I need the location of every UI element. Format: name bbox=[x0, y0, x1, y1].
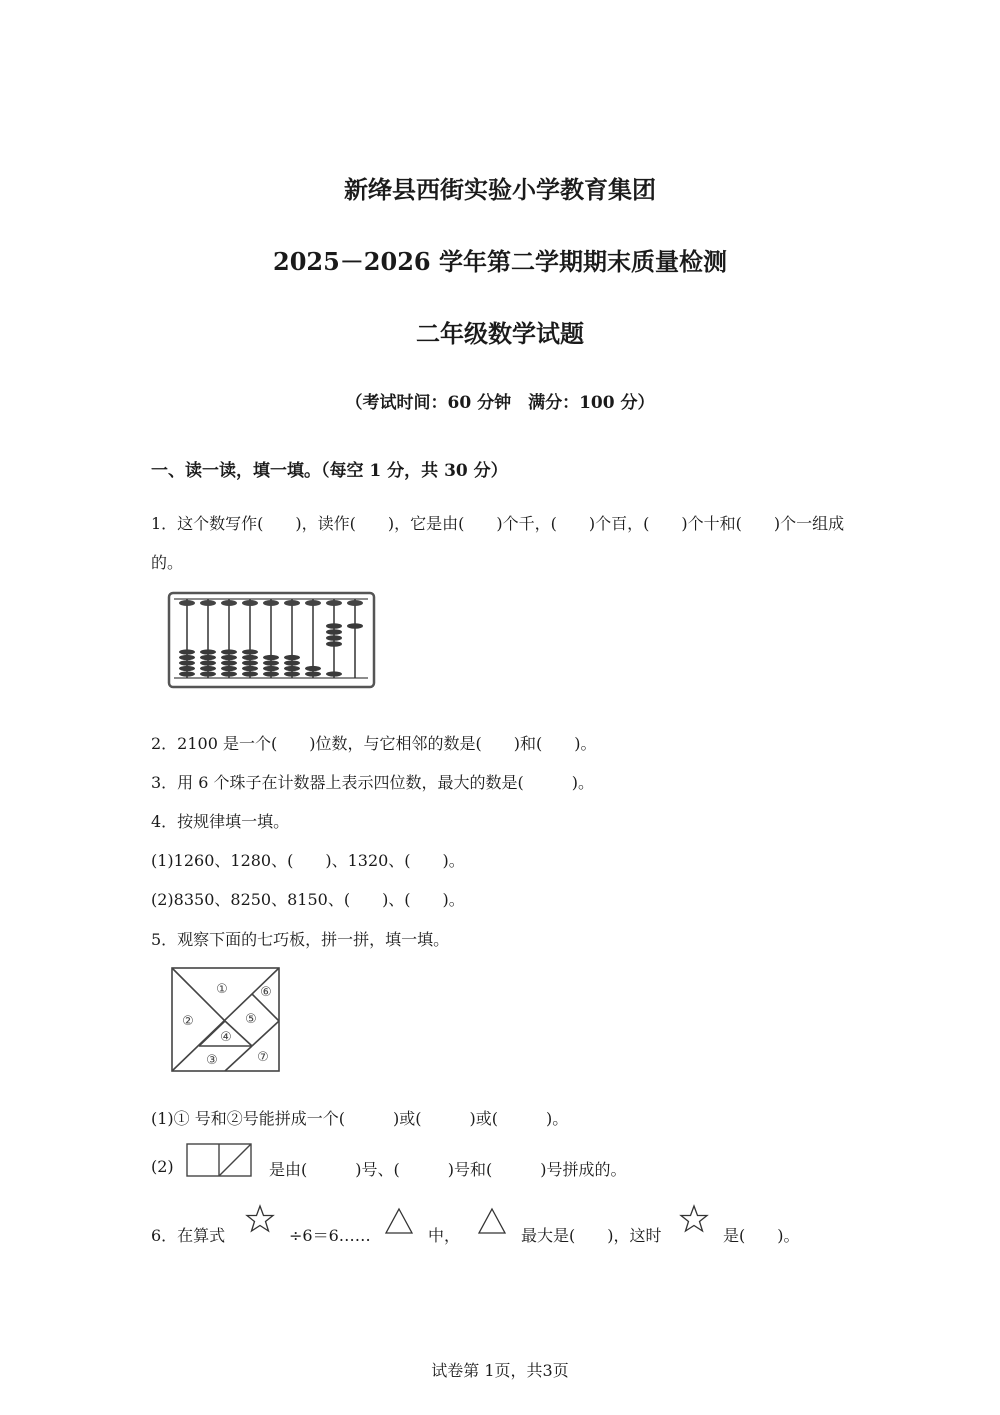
abacus-bead bbox=[347, 600, 363, 606]
abacus-bead bbox=[242, 655, 258, 660]
abacus-bead bbox=[200, 666, 216, 671]
abacus-bead bbox=[326, 600, 342, 606]
abacus-bead bbox=[326, 671, 342, 676]
question-5-part-1: (1)① 号和②号能拼成一个( )或( )或( )。 bbox=[151, 1109, 569, 1128]
abacus-bead bbox=[221, 649, 237, 654]
abacus-bead bbox=[347, 623, 363, 629]
abacus-bead bbox=[221, 666, 237, 671]
question-4: 4．按规律填一填。 bbox=[151, 812, 290, 831]
abacus-bead bbox=[326, 623, 342, 629]
abacus-bead bbox=[263, 655, 279, 660]
abacus-bead bbox=[284, 671, 300, 676]
abacus-image bbox=[166, 590, 378, 690]
question-6-max-text: 最大是( )，这时 bbox=[521, 1226, 662, 1245]
abacus-bead bbox=[200, 660, 216, 665]
abacus-bead bbox=[221, 660, 237, 665]
question-6-mid: 中， bbox=[428, 1226, 461, 1245]
abacus-bead bbox=[242, 600, 258, 606]
abacus-bead bbox=[179, 666, 195, 671]
tangram-label-1: ① bbox=[216, 982, 228, 997]
abacus-bead bbox=[179, 600, 195, 606]
abacus-bead bbox=[305, 666, 321, 671]
question-6-suffix: 是( )。 bbox=[723, 1226, 800, 1245]
question-6-division: ÷6＝6…… bbox=[289, 1226, 371, 1245]
abacus-bead bbox=[263, 660, 279, 665]
abacus-bead bbox=[263, 671, 279, 676]
abacus-bead bbox=[242, 660, 258, 665]
tangram-figure bbox=[170, 966, 282, 1074]
question-5-part-2-prefix: (2) bbox=[151, 1157, 174, 1176]
tangram-label-6: ⑥ bbox=[260, 985, 272, 1000]
question-3: 3．用 6 个珠子在计数器上表示四位数，最大的数是( )。 bbox=[151, 773, 595, 792]
abacus-bead bbox=[326, 629, 342, 635]
abacus-bead bbox=[221, 671, 237, 676]
abacus-bead bbox=[284, 666, 300, 671]
abacus-bead bbox=[200, 655, 216, 660]
tangram-label-3: ③ bbox=[206, 1053, 218, 1068]
page-footer: 试卷第 1页，共3页 bbox=[431, 1361, 569, 1380]
star-icon bbox=[679, 1204, 709, 1234]
abacus-bead bbox=[326, 641, 342, 647]
question-5-part-2-text: 是由( )号、( )号和( )号拼成的。 bbox=[269, 1160, 627, 1179]
abacus-bead bbox=[179, 655, 195, 660]
abacus-bead bbox=[305, 671, 321, 676]
abacus-bead bbox=[284, 655, 300, 660]
exam-info: （考试时间：60 分钟 满分：100 分） bbox=[345, 393, 655, 413]
abacus-bead bbox=[200, 649, 216, 654]
abacus-bead bbox=[221, 655, 237, 660]
abacus-bead bbox=[200, 600, 216, 606]
abacus-bead bbox=[263, 666, 279, 671]
abacus-bead bbox=[242, 671, 258, 676]
section-heading: 一、读一读，填一填。（每空 1 分，共 30 分） bbox=[151, 461, 508, 481]
abacus-bead bbox=[242, 666, 258, 671]
abacus-bead bbox=[179, 649, 195, 654]
abacus-bead bbox=[284, 660, 300, 665]
star-icon bbox=[245, 1204, 275, 1234]
tangram-label-5: ⑤ bbox=[245, 1012, 257, 1027]
abacus-bead bbox=[263, 600, 279, 606]
abacus-bead bbox=[221, 600, 237, 606]
question-4-part-2: (2)8350、8250、8150、( )、( )。 bbox=[151, 890, 465, 909]
abacus-bead bbox=[326, 635, 342, 641]
triangle-icon bbox=[384, 1207, 414, 1235]
abacus-bead bbox=[179, 660, 195, 665]
school-name: 新绛县西街实验小学教育集团 bbox=[344, 175, 656, 204]
triangle-icon bbox=[477, 1207, 507, 1235]
rectangle-shape-figure bbox=[186, 1143, 252, 1177]
abacus-bead bbox=[305, 600, 321, 606]
abacus-bead bbox=[242, 649, 258, 654]
abacus-bead bbox=[200, 671, 216, 676]
question-1-line-1: 1．这个数写作( )，读作( )，它是由( )个千，( )个百，( )个十和( )个一组成 bbox=[151, 514, 845, 533]
question-5: 5．观察下面的七巧板，拼一拼，填一填。 bbox=[151, 930, 450, 949]
question-2: 2．2100 是一个( )位数，与它相邻的数是( )和( )。 bbox=[151, 734, 597, 753]
question-4-part-1: (1)1260、1280、( )、1320、( )。 bbox=[151, 851, 465, 870]
abacus-bead bbox=[179, 671, 195, 676]
abacus-bead bbox=[284, 600, 300, 606]
question-1-line-2: 的。 bbox=[151, 553, 184, 572]
exam-term: 2025－2026 学年第二学期期末质量检测 bbox=[273, 247, 727, 276]
question-6-prefix: 6．在算式 bbox=[151, 1226, 226, 1245]
tangram-label-7: ⑦ bbox=[257, 1050, 269, 1065]
tangram-label-2: ② bbox=[182, 1014, 194, 1029]
exam-subject: 二年级数学试题 bbox=[416, 319, 584, 348]
tangram-label-4: ④ bbox=[220, 1030, 232, 1045]
